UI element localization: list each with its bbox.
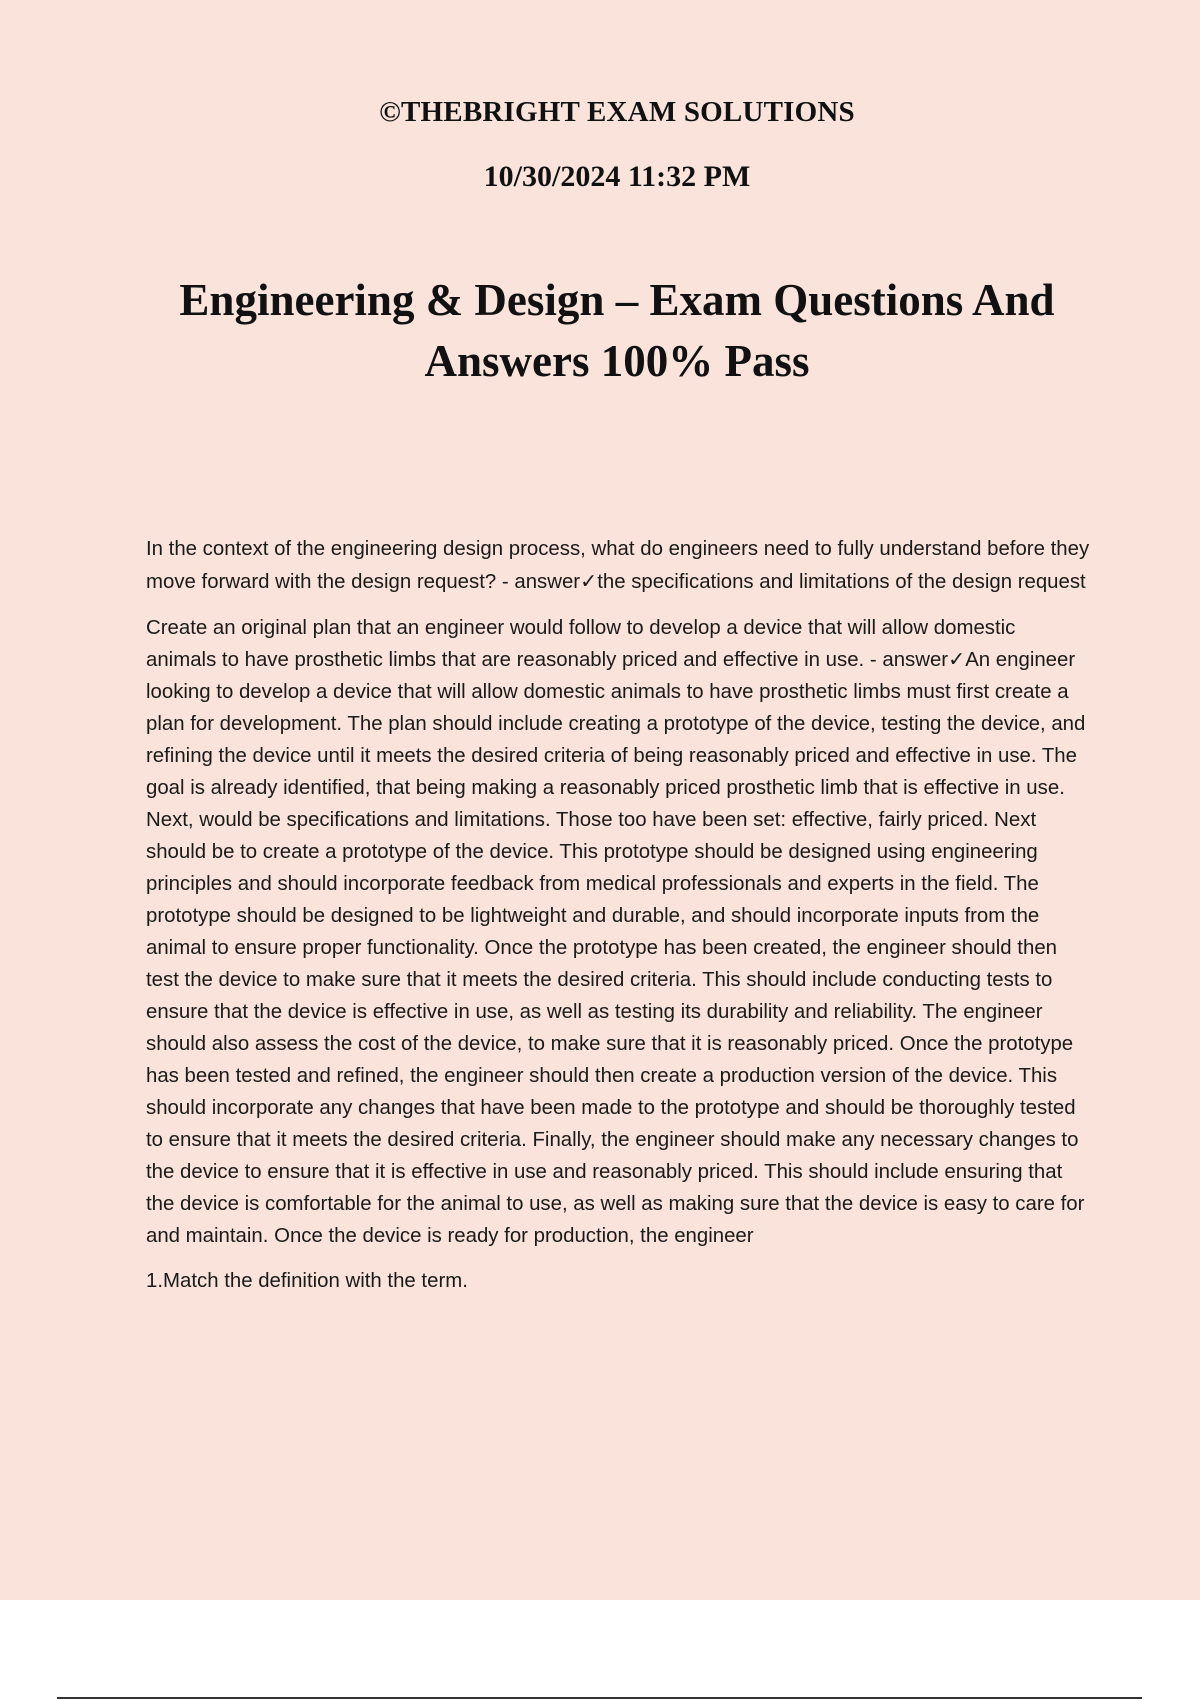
answer-text: the specifications and limitations of the design request [597, 571, 1086, 593]
date-header: 10/30/2024 11:32 PM [483, 160, 751, 193]
checkmark-icon: ✓ [580, 571, 598, 593]
footer-divider [57, 1697, 1142, 1699]
document-body [146, 533, 1091, 1297]
answer-separator: - answer [864, 649, 949, 671]
qa-item [146, 612, 1091, 1252]
brand-header: ©THEBRIGHT EXAM SOLUTIONS [379, 96, 855, 128]
question-text: In the context of the engineering design process, what do engineers need to fully understand before they move forward with the design request? [146, 538, 1090, 593]
qa-item [146, 533, 1091, 599]
checkmark-icon: ✓ [948, 649, 966, 671]
answer-text: An engineer looking to develop a device that will allow domestic animals to have prosthetic limbs must first create a plan for development. The plan should include creating a prototype of the device, testing the device, and refining the device until it meets the desired criteria of being reasonably priced and effective in use. The goal is already identified, that being making a reasonably priced prosthetic limb that is effective in use. Next, would be specifications and limitations. Those too have been set: effective, fairly priced. Next should be to create a prototype of the device. This prototype should be designed using engineering principles and should incorporate feedback from medical professionals and experts in the field. The prototype should be designed to be lightweight and durable, and should incorporate inputs from the animal to ensure proper functionality. Once the prototype has been created, the engineer should then test the device to make sure that it meets the desired criteria. This should include conducting tests to ensure that the device is effective in use, as well as testing its durability and reliability. The engineer should also assess the cost of the device, to make sure that it is reasonably priced. Once the prototype has been tested and refined, the engineer should then create a production version of the device. This should incorporate any changes that have been made to the prototype and should be thoroughly tested to ensure that it meets the desired criteria. Finally, the engineer should make any necessary changes to the device to ensure that it is effective in use and reasonably priced. This should include ensuring that the device is comfortable for the animal to use, as well as making sure that the device is easy to care for and maintain. Once the device is ready for production, the engineer [146, 649, 1086, 1247]
document-title: Engineering & Design – Exam Questions And Answers 100% Pass [179, 275, 1055, 386]
list-item: 1.Match the definition with the term. [146, 1270, 468, 1292]
question-text: Create an original plan that an engineer would follow to develop a device that will allow domestic animals to have prosthetic limbs that are reasonably priced and effective in use. [146, 617, 1016, 671]
answer-separator: - answer [496, 571, 581, 593]
